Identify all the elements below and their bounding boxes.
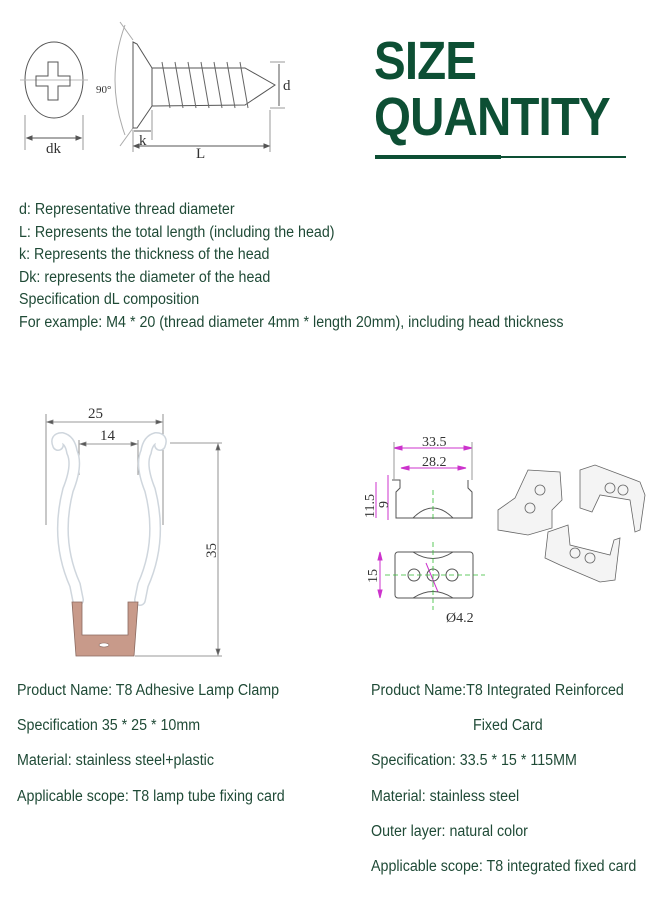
clamp-metal-base — [72, 602, 138, 656]
label-depth: 15 — [366, 569, 381, 583]
definition-L: L: Represents the total length (including the head) — [19, 223, 335, 241]
label-width-inner: 28.2 — [422, 455, 447, 470]
right-product-name-cont: Fixed Card — [473, 717, 543, 734]
right-specification: Specification: 33.5 * 15 * 115MM — [371, 752, 577, 769]
label-width-inner: 14 — [100, 428, 115, 444]
left-product-name: Product Name: T8 Adhesive Lamp Clamp — [17, 682, 280, 699]
label-hole: Ø4.2 — [446, 611, 474, 626]
label-k: k — [139, 133, 147, 149]
label-width-outer: 25 — [88, 406, 103, 422]
label-d: d — [283, 78, 291, 94]
definition-d: d: Representative thread diameter — [19, 201, 235, 218]
title-size: SIZE — [374, 31, 477, 91]
label-width-outer: 33.5 — [422, 435, 447, 450]
lamp-clamp-diagram — [0, 380, 260, 670]
right-material: Material: stainless steel — [371, 788, 520, 805]
fixed-card-diagram — [330, 420, 660, 640]
label-height-inner: 9 — [377, 501, 392, 508]
label-dk: dk — [46, 141, 61, 157]
right-outer-layer: Outer layer: natural color — [371, 823, 528, 840]
definition-k: k: Represents the thickness of the head — [19, 246, 270, 263]
left-scope: Applicable scope: T8 lamp tube fixing card — [17, 788, 285, 805]
title-underline-thick — [375, 155, 501, 159]
right-scope: Applicable scope: T8 integrated fixed card — [371, 858, 637, 875]
title-underline-thin — [500, 156, 626, 158]
label-angle: 90° — [96, 84, 112, 96]
definition-spec: Specification dL composition — [19, 291, 200, 308]
definition-dk: Dk: represents the diameter of the head — [19, 268, 271, 286]
screw-diagram — [0, 0, 330, 180]
right-product-name: Product Name:T8 Integrated Reinforced — [371, 682, 624, 699]
label-L: L — [196, 146, 206, 162]
left-material: Material: stainless steel+plastic — [17, 752, 214, 769]
label-height-total: 11.5 — [363, 494, 378, 518]
left-specification: Specification 35 * 25 * 10mm — [17, 717, 201, 734]
card-3d-views — [498, 465, 645, 582]
screw-head-view — [20, 42, 88, 150]
definition-example: For example: M4 * 20 (thread diameter 4mm * length 20mm), including head thickness — [19, 313, 564, 331]
definitions-list — [19, 199, 611, 334]
title-quantity: QUANTITY — [374, 87, 610, 147]
label-height: 35 — [204, 543, 220, 558]
